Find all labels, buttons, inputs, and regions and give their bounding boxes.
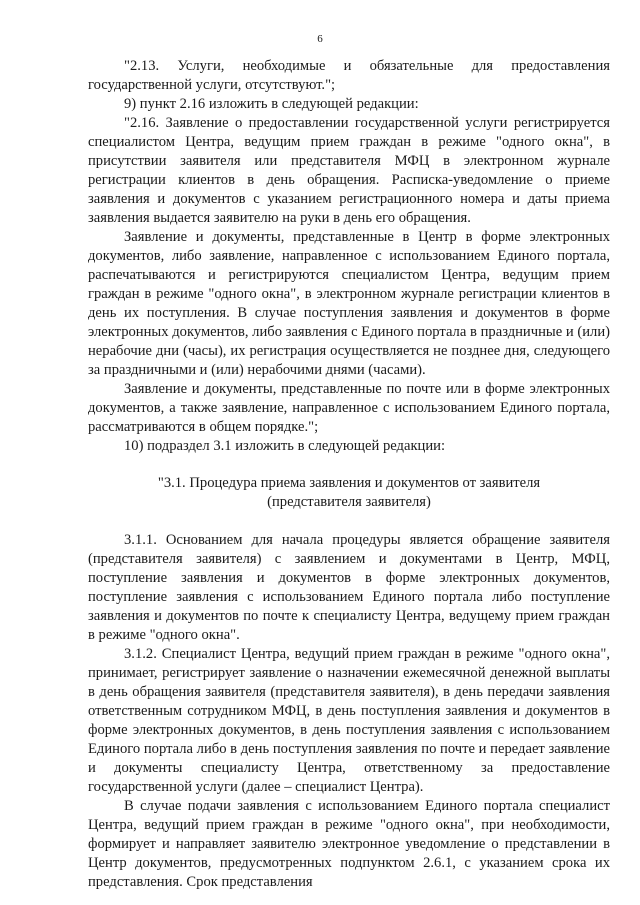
page-number: 6 xyxy=(317,33,323,45)
paragraph-electronic-docs: Заявление и документы, представленные в Центр в форме электронных документов, либо заявление, направленное с использованием Единого портала, распечатываются и регистрируются специалистом Центра, ведущим прием граждан в режиме "одного окна", в электронном журнале регистрации клиентов в день их поступления. В случае поступления заявления и документов в форме электронных документов, либо заявления с Единого портала в праздничные и (или) нерабочие дни (часы), их регистрация осуществляется не позднее дня, следующего за праздничными и (или) нерабочими днями (часами). xyxy=(88,229,610,378)
paragraph-3-1-2: 3.1.2. Специалист Центра, ведущий прием граждан в режиме "одного окна", принимает, регистрирует заявление о назначении ежемесячной денежной выплаты в день обращения заявителя (представителя заявителя), в день передачи заявления ответственным сотрудником МФЦ, в день поступления заявления и документов в форме электронных документов, в день поступления заявления с использованием Единого портала либо в день поступления заявления по почте и передает заявление и документы специалисту Центра, ответственному за предоставление государственной услуги (далее – специалист Центра). xyxy=(88,646,610,795)
section-heading-line1: "3.1. Процедура приема заявления и документов от заявителя xyxy=(157,475,541,491)
paragraph-portal-case: В случае подачи заявления с использованием Единого портала специалист Центра, ведущий прием граждан в режиме "одного окна", при необходимости, формирует и направляет заявителю электронное уведомление о представлении в Центр документов, предусмотренных подпунктом 2.6.1, с указанием срока их представления. Срок представления xyxy=(88,798,610,890)
section-heading-line2: (представителя заявителя) xyxy=(267,494,431,510)
document-body xyxy=(88,57,610,892)
paragraph-2-13: "2.13. Услуги, необходимые и обязательные для предоставления государственной услуги, отсутствуют."; xyxy=(88,58,610,93)
paragraph-3-1-1: 3.1.1. Основанием для начала процедуры является обращение заявителя (представителя заявителя) с заявлением и документами в Центр, МФЦ, поступление заявления и документов в форме электронных документов, поступление заявления с использованием Единого портала либо поступление заявления и документов по почте к специалисту Центра, ведущему прием граждан в режиме "одного окна". xyxy=(88,532,610,643)
paragraph-item-9: 9) пункт 2.16 изложить в следующей редакции: xyxy=(124,96,419,112)
paragraph-item-10: 10) подраздел 3.1 изложить в следующей редакции: xyxy=(124,438,446,454)
paragraph-postal-docs: Заявление и документы, представленные по почте или в форме электронных документов, а также заявление, направленное с использованием Единого портала, рассматриваются в общем порядке."; xyxy=(88,381,610,435)
paragraph-2-16: "2.16. Заявление о предоставлении государственной услуги регистрируется специалистом Центра, ведущим прием граждан в режиме "одного окна", в присутствии заявителя или представителя МФЦ в электронном журнале регистрации клиентов в день обращения. Расписка-уведомление о приеме заявления и документов с указанием регистрационного номера и даты приема заявления выдается заявителю на руки в день его обращения. xyxy=(88,115,610,226)
